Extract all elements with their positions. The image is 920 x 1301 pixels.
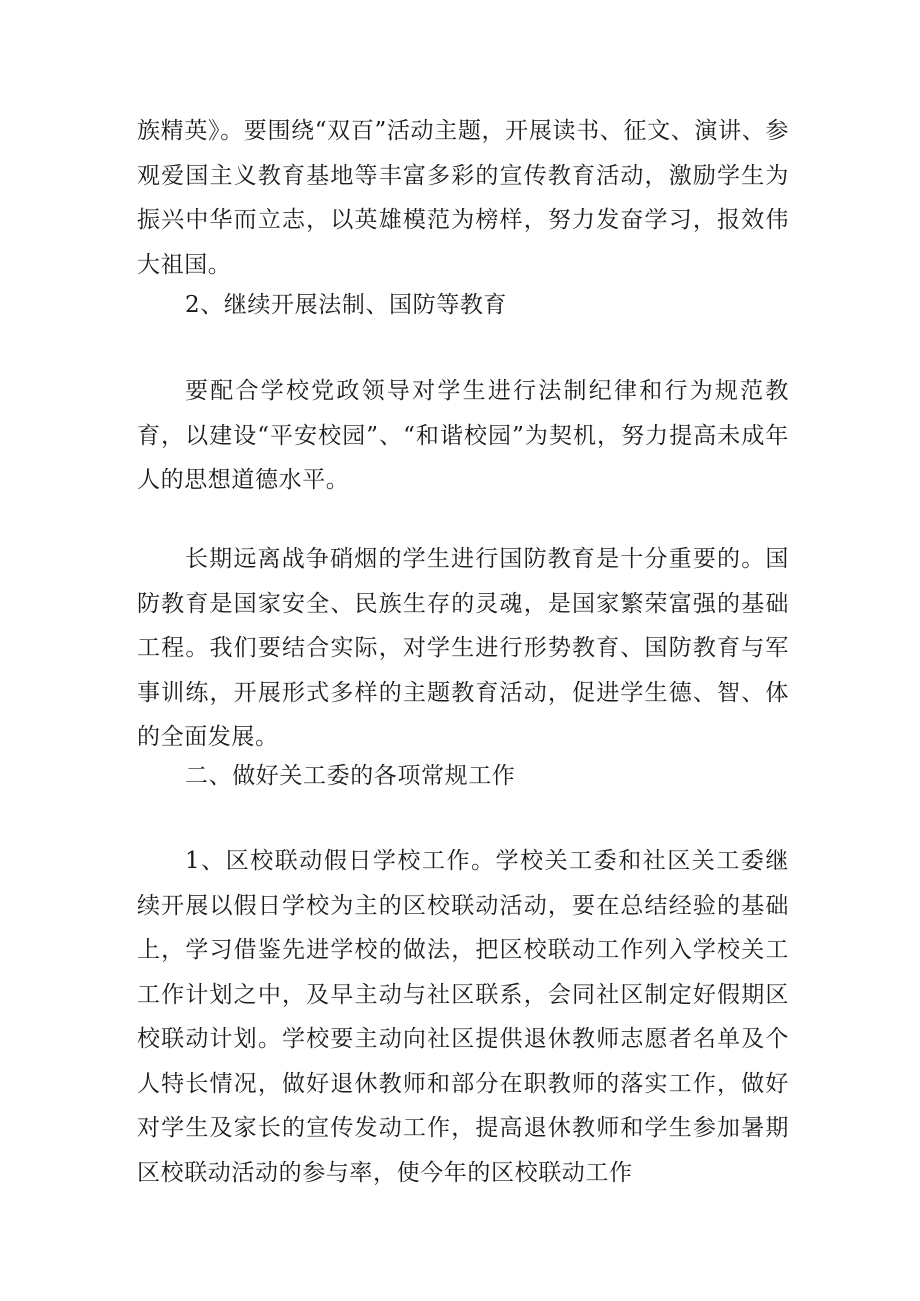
paragraph-intro: 族精英》。要围绕“双百”活动主题，开展读书、征文、演讲、参观爱国主义教育基地等丰富多彩的宣传教育活动，激励学生为振兴中华而立志，以英雄模范为榜样，努力发奋学习，报效伟大祖国。 [137, 118, 789, 278]
paragraph-defense-education: 长期远离战争硝烟的学生进行国防教育是十分重要的。国防教育是国家安全、民族生存的灵魂，是国家繁荣富强的基础工程。我们要结合实际，对学生进行形势教育、国防教育与军事训练，开展形式多样的主题教育活动，促进学生德、智、体的全面发展。 [137, 546, 789, 750]
paragraph-item-1: 1、区校联动假日学校工作。学校关工委和社区关工委继续开展以假日学校为主的区校联动活动，要在总结经验的基础上，学习借鉴先进学校的做法，把区校联动工作列入学校关工工作计划之中，及早主动与社区联系，会同社区制定好假期区校联动计划。学校要主动向社区提供退休教师志愿者名单及个人特长情况，做好退休教师和部分在职教师的落实工作，做好对学生及家长的宣传发动工作，提高退休教师和学生参加暑期区校联动活动的参与率，使今年的区校联动工作 [137, 848, 789, 1186]
paragraph-law-education: 要配合学校党政领导对学生进行法制纪律和行为规范教育，以建设“平安校园”、“和谐校园”为契机，努力提高未成年人的思想道德水平。 [137, 378, 789, 493]
subheading-law-defense-education: 2、继续开展法制、国防等教育 [185, 292, 508, 318]
section-heading-routine-work: 二、做好关工委的各项常规工作 [185, 763, 516, 789]
